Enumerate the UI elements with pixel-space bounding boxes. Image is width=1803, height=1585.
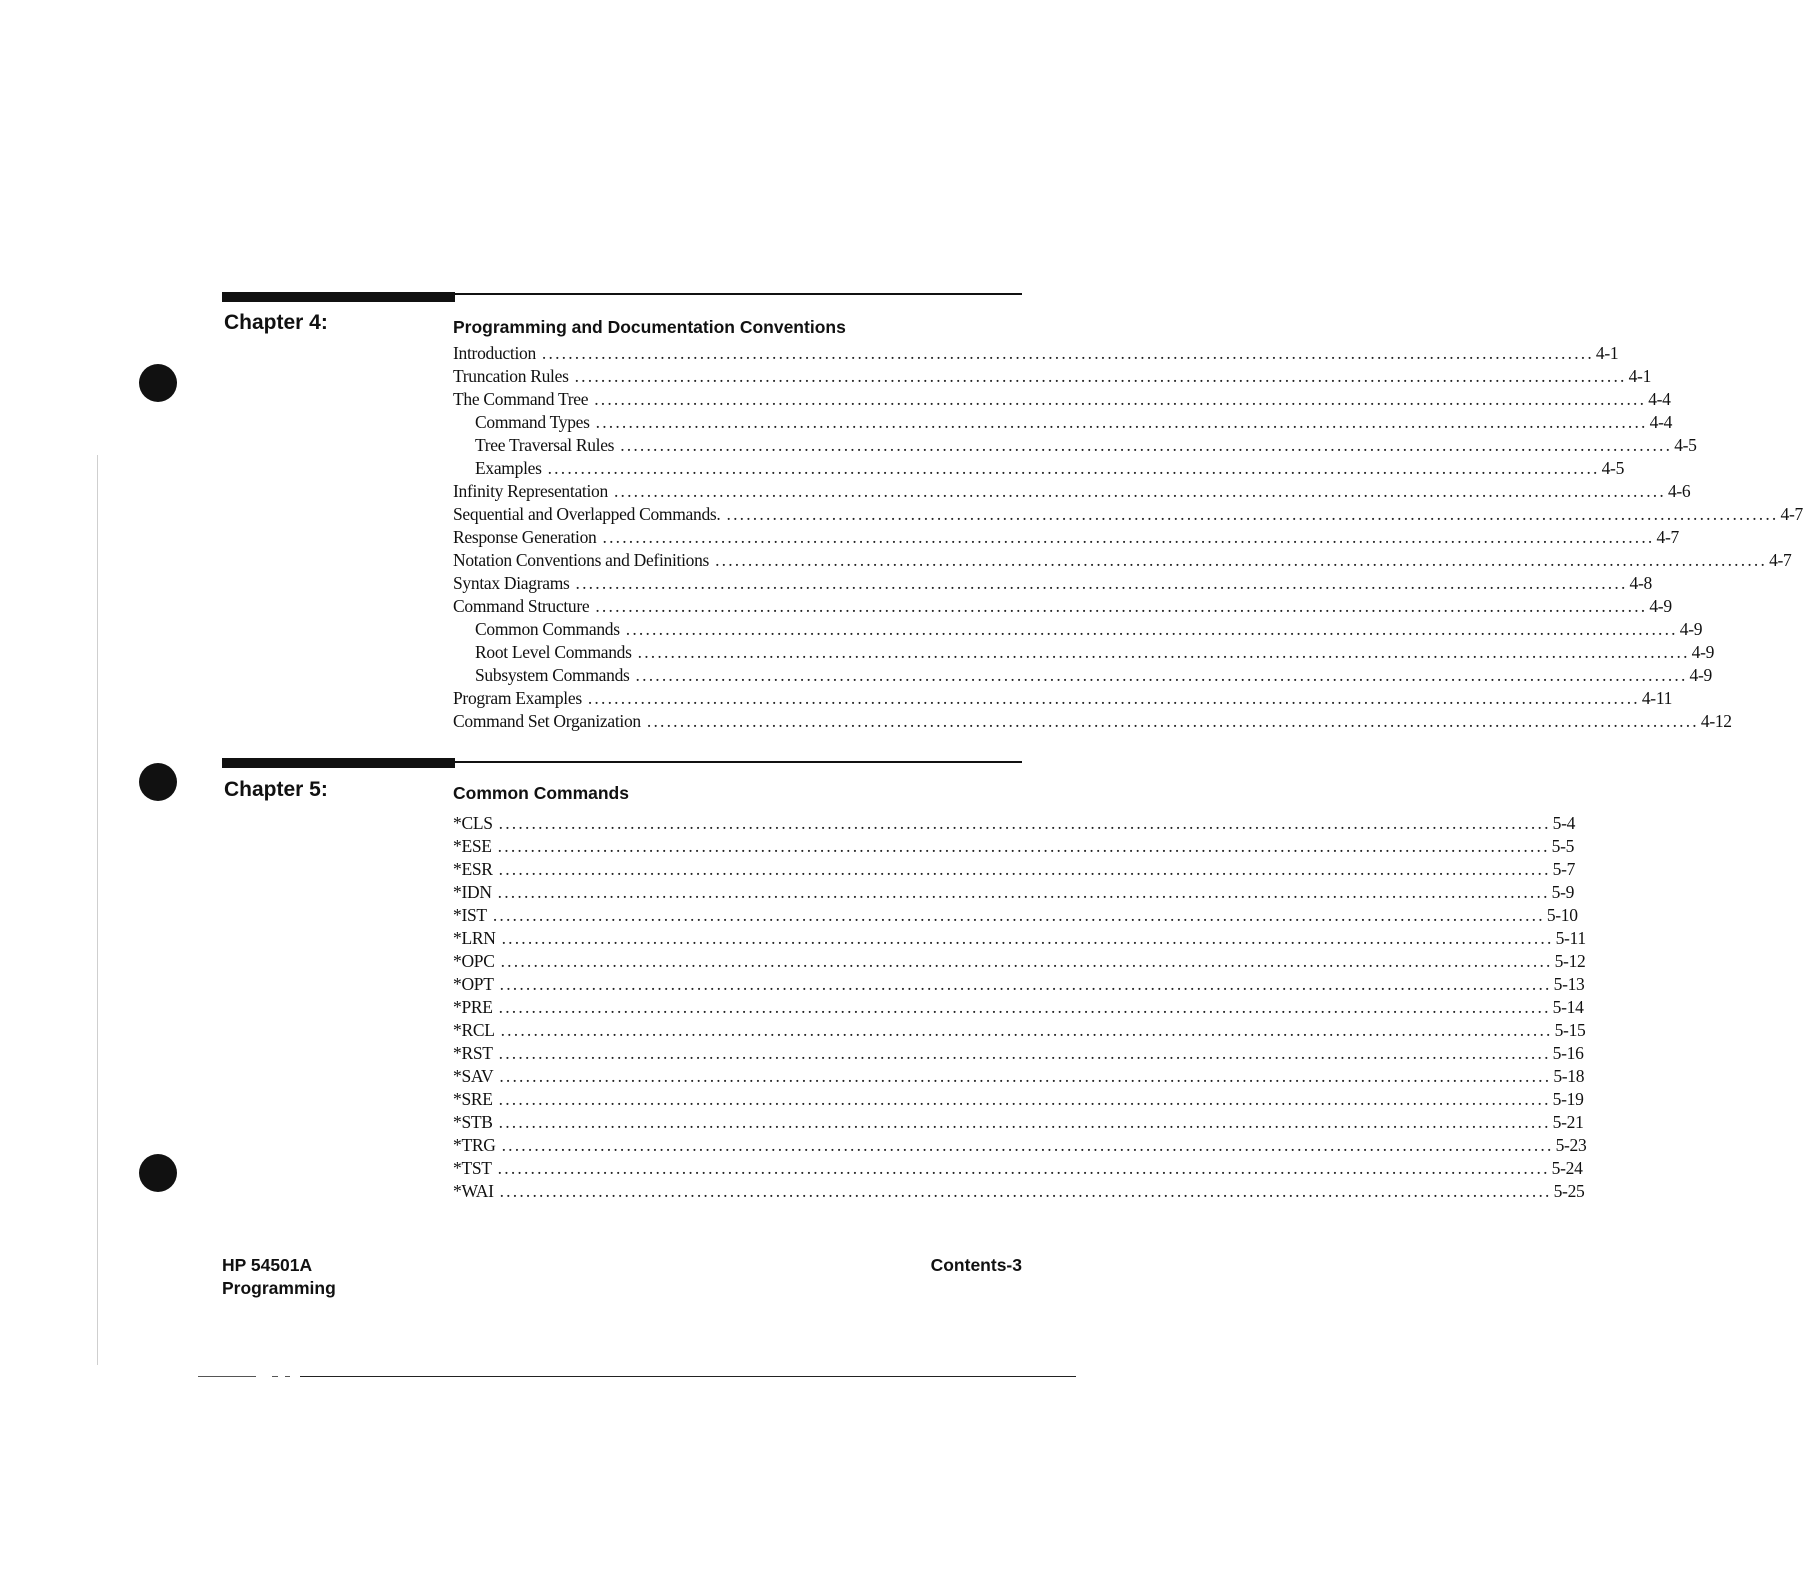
dot-leader: ................................................................................................................................................................ [595,596,1648,616]
toc-entry-page: 4-9 [1689,665,1712,685]
toc-entry [453,1065,1585,1088]
toc-entry-title: *IDN [453,882,492,902]
dot-leader: ................................................................................................................................................................ [501,1135,1554,1155]
toc-entry-title: *IST [453,905,487,925]
toc-entry [453,835,1575,858]
dot-leader: ................................................................................................................................................................ [574,366,1627,386]
dot-leader: ................................................................................................................................................................ [498,813,1551,833]
binder-hole-bottom [139,1154,177,1192]
dot-leader: ................................................................................................................................................................ [726,504,1779,524]
toc-entry-page: 5-13 [1553,974,1585,994]
dot-leader: ................................................................................................................................................................ [602,527,1655,547]
toc-entry-page: 4-8 [1629,573,1652,593]
dot-leader: ................................................................................................................................................................ [595,412,1648,432]
toc-entry [453,1180,1585,1203]
dot-leader: ................................................................................................................................................................ [498,1043,1551,1063]
dot-leader: ................................................................................................................................................................ [715,550,1768,570]
chapter-4-title: Programming and Documentation Conventions [453,317,846,337]
dot-leader: ................................................................................................................................................................ [498,859,1551,879]
toc-entry [453,595,1672,618]
toc-entry [453,526,1679,549]
toc-entry [453,664,1712,687]
toc-entry-title: *OPT [453,974,494,994]
toc-entry-page: 5-24 [1551,1158,1583,1178]
toc-entry-title: Notation Conventions and Definitions [453,550,710,570]
dot-leader: ................................................................................................................................................................ [500,951,1553,971]
binder-hole-middle [139,763,177,801]
dot-leader: ................................................................................................................................................................ [587,688,1640,708]
footer-page-label: Contents-3 [930,1255,1022,1275]
toc-entry-page: 5-9 [1551,882,1575,902]
dot-leader: ................................................................................................................................................................ [646,711,1699,731]
chapter-4-rule-thin [222,293,1022,295]
toc-entry-page: 4-9 [1691,642,1715,662]
toc-entry-page: 4-5 [1601,458,1625,478]
toc-entry [453,641,1715,664]
toc-entry-page: 5-5 [1551,836,1575,856]
toc-entry [453,881,1575,904]
toc-entry-title: Program Examples [453,688,582,708]
dot-leader: ................................................................................................................................................................ [498,1112,1551,1132]
toc-entry-page: 4-4 [1648,389,1671,409]
toc-entry-title: Subsystem Commands [475,665,630,685]
toc-entry-title: *WAI [453,1181,494,1201]
dot-leader: ................................................................................................................................................................ [625,619,1678,639]
toc-entry-title: *ESE [453,836,492,856]
dot-leader: ................................................................................................................................................................ [635,665,1688,685]
toc-entry-page: 4-12 [1700,711,1732,731]
toc-entry-page: 4-5 [1674,435,1697,455]
toc-entry-title: Command Set Organization [453,711,641,731]
dot-leader: ................................................................................................................................................................ [499,1181,1552,1201]
dot-leader: ................................................................................................................................................................ [498,1089,1551,1109]
chapter-5-toc [453,812,1587,1203]
toc-entry-page: 4-4 [1649,412,1673,432]
toc-entry-title: *SAV [453,1066,494,1086]
chapter-5-title: Common Commands [453,783,629,803]
dot-leader: ................................................................................................................................................................ [637,642,1690,662]
bottom-line-fragment [285,1376,290,1377]
toc-entry [453,503,1803,526]
toc-entry [453,950,1586,973]
toc-entry-title: Response Generation [453,527,597,547]
toc-entry [453,1157,1583,1180]
toc-entry-title: Introduction [453,343,536,363]
toc-entry-title: *SRE [453,1089,493,1109]
toc-entry-page: 5-23 [1555,1135,1587,1155]
binder-hole-top [139,364,177,402]
toc-entry-title: Sequential and Overlapped Commands. [453,504,721,524]
toc-entry [453,365,1652,388]
bottom-line-fragment [272,1376,278,1377]
toc-entry-title: Root Level Commands [475,642,632,662]
toc-entry [453,1088,1584,1111]
toc-entry-page: 4-7 [1780,504,1803,524]
chapter-5-rule-thick [222,758,455,768]
dot-leader: ................................................................................................................................................................ [613,481,1666,501]
scan-margin-line [97,455,98,1365]
bottom-line-fragment [198,1376,256,1377]
toc-entry-page: 4-9 [1649,596,1672,616]
toc-entry-title: *ESR [453,859,493,879]
toc-entry-page: 4-7 [1656,527,1679,547]
toc-entry-page: 5-10 [1546,905,1578,925]
toc-entry-title: The Command Tree [453,389,589,409]
toc-entry-title: Command Types [475,412,590,432]
toc-entry-page: 5-15 [1554,1020,1586,1040]
chapter-5-label: Chapter 5: [224,778,328,801]
toc-entry [453,687,1673,710]
toc-entry [453,1111,1584,1134]
toc-entry [453,1134,1587,1157]
toc-entry-page: 5-14 [1552,997,1584,1017]
toc-entry-title: Syntax Diagrams [453,573,570,593]
dot-leader: ................................................................................................................................................................ [541,343,1594,363]
chapter-5-rule-thin [222,761,1022,763]
toc-entry-title: Common Commands [475,619,620,639]
toc-entry-page: 4-9 [1679,619,1703,639]
dot-leader: ................................................................................................................................................................ [547,458,1600,478]
toc-entry [453,572,1652,595]
dot-leader: ................................................................................................................................................................ [594,389,1647,409]
toc-entry-title: *TRG [453,1135,496,1155]
toc-entry-page: 5-12 [1554,951,1586,971]
toc-entry-page: 5-19 [1552,1089,1584,1109]
dot-leader: ................................................................................................................................................................ [575,573,1628,593]
toc-entry [453,710,1732,733]
toc-entry [453,812,1576,835]
toc-entry-page: 4-11 [1641,688,1673,708]
toc-entry-page: 5-18 [1553,1066,1585,1086]
toc-entry [453,618,1703,641]
toc-entry-title: *RCL [453,1020,495,1040]
toc-entry-title: Tree Traversal Rules [475,435,615,455]
toc-entry-page: 5-7 [1552,859,1576,879]
toc-entry [453,927,1586,950]
footer-model: HP 54501A [222,1255,313,1275]
dot-leader: ................................................................................................................................................................ [492,905,1545,925]
toc-entry-title: *LRN [453,928,496,948]
toc-entry-title: *CLS [453,813,493,833]
toc-entry [453,1042,1584,1065]
toc-entry-title: Truncation Rules [453,366,569,386]
toc-entry-page: 4-1 [1595,343,1619,363]
toc-entry [453,973,1585,996]
dot-leader: ................................................................................................................................................................ [500,1020,1553,1040]
toc-entry [453,549,1792,572]
dot-leader: ................................................................................................................................................................ [501,928,1554,948]
bottom-rule [300,1376,1076,1377]
toc-entry-title: Command Structure [453,596,590,616]
toc-entry [453,342,1619,365]
toc-entry [453,388,1671,411]
dot-leader: ................................................................................................................................................................ [499,1066,1552,1086]
chapter-4-toc [453,342,1803,733]
dot-leader: ................................................................................................................................................................ [497,1158,1550,1178]
toc-entry-title: *RST [453,1043,493,1063]
toc-entry-title: *TST [453,1158,492,1178]
toc-entry-title: Infinity Representation [453,481,608,501]
chapter-4-label: Chapter 4: [224,311,328,334]
dot-leader: ................................................................................................................................................................ [497,836,1550,856]
dot-leader: ................................................................................................................................................................ [620,435,1673,455]
toc-entry-title: Examples [475,458,542,478]
dot-leader: ................................................................................................................................................................ [497,882,1550,902]
toc-entry-page: 4-6 [1667,481,1691,501]
toc-entry-title: *OPC [453,951,495,971]
toc-entry-title: *PRE [453,997,493,1017]
toc-entry [453,411,1673,434]
toc-entry-page: 5-11 [1555,928,1586,948]
toc-entry-page: 5-25 [1553,1181,1585,1201]
toc-entry [453,1019,1586,1042]
toc-entry-page: 5-21 [1552,1112,1584,1132]
footer-manual-name [222,1254,336,1300]
toc-entry [453,480,1691,503]
toc-entry-page: 5-16 [1552,1043,1584,1063]
footer-subtitle: Programming [222,1278,336,1298]
toc-entry-page: 4-1 [1628,366,1652,386]
toc-entry [453,457,1625,480]
toc-entry-title: *STB [453,1112,493,1132]
dot-leader: ................................................................................................................................................................ [499,974,1552,994]
toc-entry-page: 4-7 [1769,550,1792,570]
toc-entry [453,858,1576,881]
toc-entry [453,996,1584,1019]
toc-entry [453,434,1697,457]
toc-entry [453,904,1578,927]
dot-leader: ................................................................................................................................................................ [498,997,1551,1017]
toc-entry-page: 5-4 [1552,813,1576,833]
